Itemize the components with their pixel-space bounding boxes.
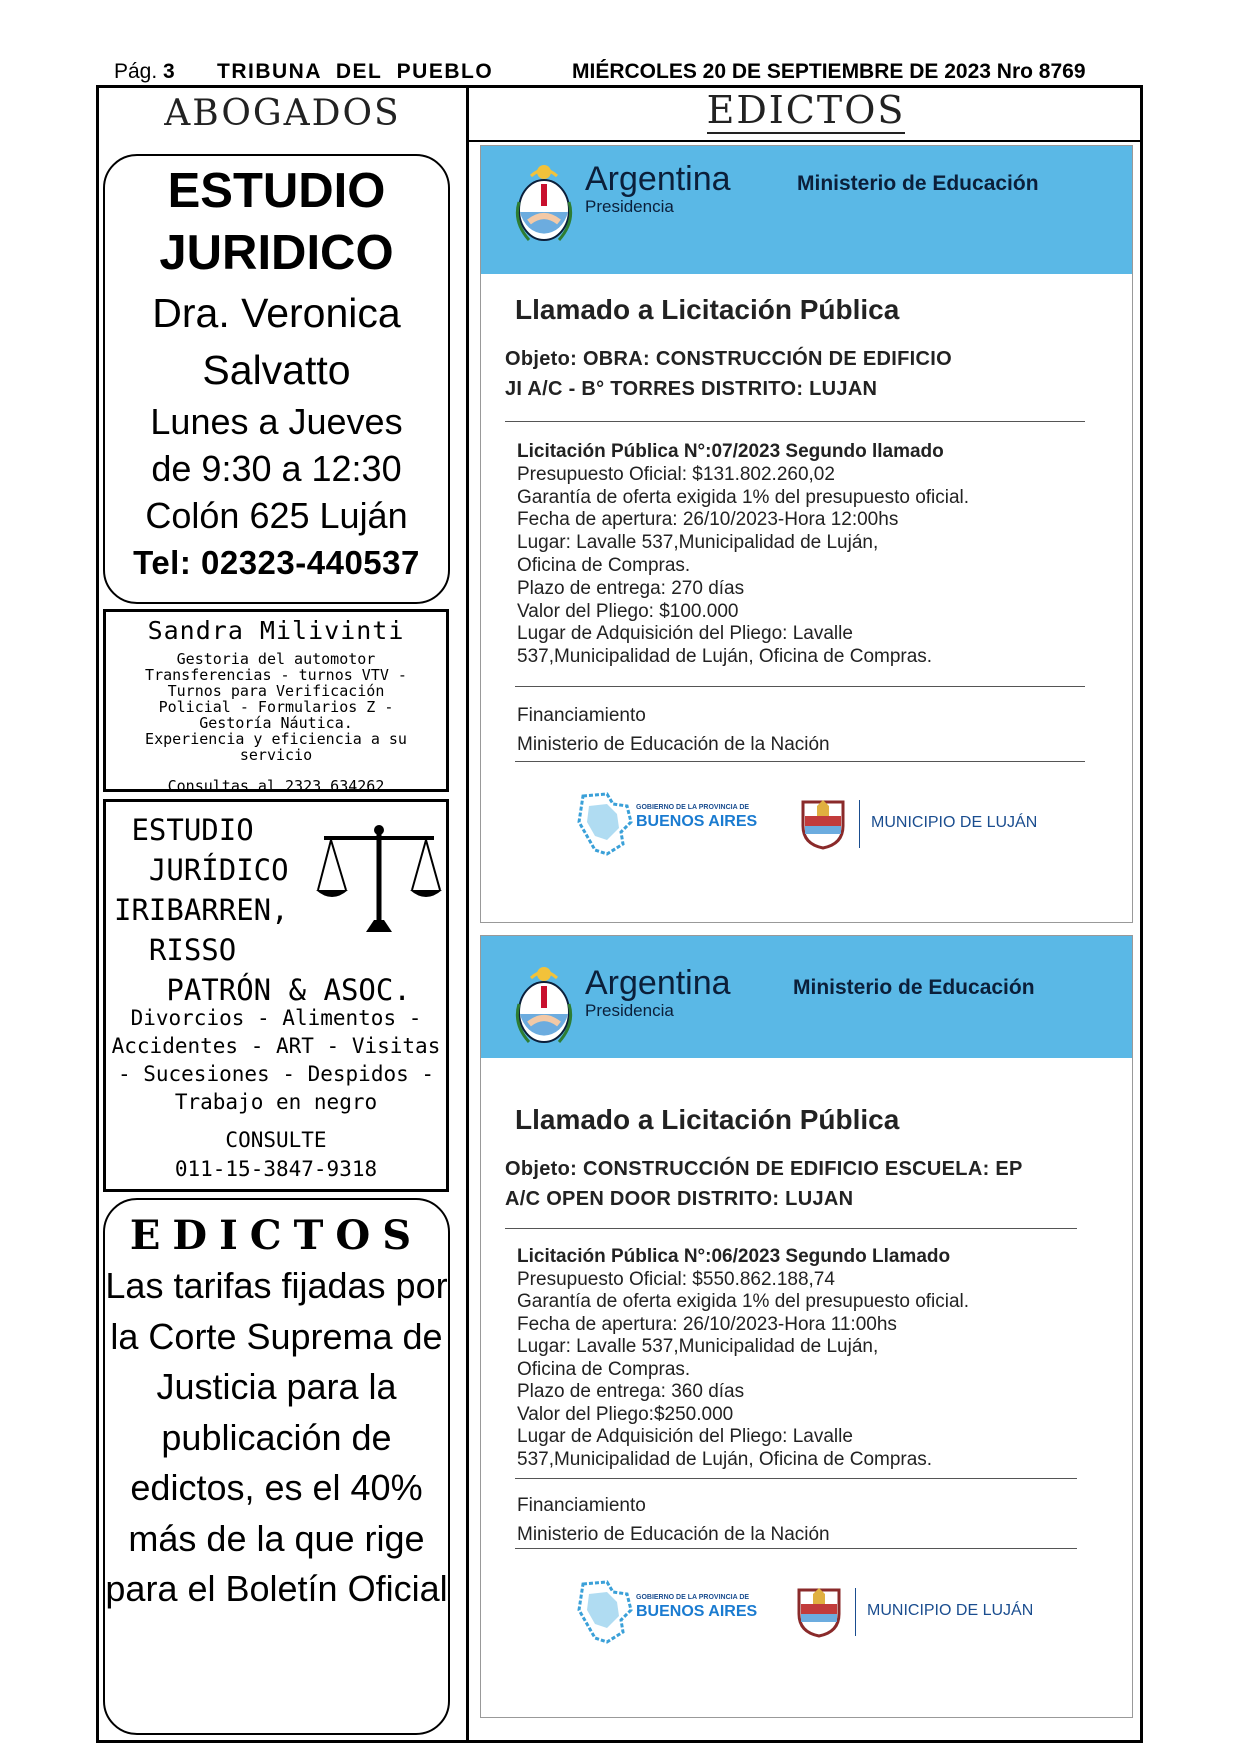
edict-financiamiento: Financiamiento Ministerio de Educación de la Nación bbox=[517, 1495, 830, 1545]
gob-ba-small: GOBIERNO DE LA PROVINCIA DE bbox=[636, 804, 750, 811]
edict-objeto: Objeto: CONSTRUCCIÓN DE EDIFICIO ESCUELA: EP A/C OPEN DOOR DISTRITO: LUJAN bbox=[505, 1158, 1023, 1210]
ad-line: JURIDICO bbox=[159, 226, 394, 280]
brand-presidencia: Presidencia bbox=[585, 1001, 674, 1020]
buenos-aires-map-icon bbox=[577, 792, 635, 858]
ad-contact: Consultas al 2323 634262 bbox=[167, 777, 385, 795]
ad-line: Lunes a Jueves bbox=[150, 401, 403, 442]
brand-presidencia: Presidencia bbox=[585, 197, 674, 216]
gob-ba-big: BUENOS AIRES bbox=[636, 1603, 758, 1620]
rule bbox=[515, 1478, 1077, 1479]
ad-line: Salvatto bbox=[202, 347, 351, 393]
edict-objeto: Objeto: OBRA: CONSTRUCCIÓN DE EDIFICIO JI A/C - B° TORRES DISTRITO: LUJAN bbox=[505, 348, 952, 400]
ad-address: Colón 625 Luján bbox=[145, 495, 408, 536]
ministry-name: Ministerio de Educación bbox=[797, 172, 1039, 195]
municipio-lujan-label: MUNICIPIO DE LUJÁN bbox=[871, 814, 1038, 831]
ad-sandra-milivinti bbox=[103, 609, 449, 795]
ad-estudio-juridico-salvatto bbox=[103, 154, 450, 604]
buenos-aires-map-icon bbox=[577, 1580, 635, 1646]
column-divider bbox=[466, 85, 469, 1743]
rule bbox=[505, 1228, 1077, 1229]
ad-phone: Tel: 02323-440537 bbox=[133, 544, 420, 581]
argentina-coat-of-arms-icon bbox=[515, 162, 573, 246]
ad-body: Las tarifas fijadas por la Corte Suprema de Justicia para la publicación de edictos, es el 40% más de la que rige para el Boletín Oficial bbox=[105, 1265, 448, 1609]
brand-argentina: Argentina bbox=[585, 964, 731, 1002]
gob-ba-small: GOBIERNO DE LA PROVINCIA DE bbox=[636, 1594, 750, 1601]
ad-estudio-iribarren bbox=[103, 799, 449, 1192]
justice-scale-icon bbox=[316, 820, 446, 940]
ad-text: Gestoria del automotor Transferencias - turnos VTV - Turnos para Verificación Policial - Formularios Z - Gestoría Náutica. Experiencia y eficiencia a su servicio bbox=[145, 650, 407, 764]
edict-licitacion-07 bbox=[480, 145, 1133, 923]
edict-financiamiento: Financiamiento Ministerio de Educación de la Nación bbox=[517, 705, 830, 755]
brand-argentina: Argentina bbox=[585, 160, 731, 198]
issue-date: MIÉRCOLES 20 DE SEPTIEMBRE DE 2023 Nro 8769 bbox=[572, 60, 1086, 83]
logo-divider bbox=[855, 1588, 856, 1636]
rule bbox=[505, 421, 1085, 422]
ad-line: Dra. Veronica bbox=[152, 290, 401, 336]
argentina-coat-of-arms-icon bbox=[515, 964, 573, 1048]
ad-line: ESTUDIO bbox=[167, 164, 386, 218]
ad-title: EDICTOS bbox=[129, 1212, 424, 1259]
edict-banner bbox=[481, 146, 1132, 274]
lujan-shield-icon bbox=[799, 796, 847, 850]
rule bbox=[515, 761, 1085, 762]
ad-firm-name: ESTUDIO JURÍDICO IRIBARREN, RISSO PATRÓN & ASOC. bbox=[114, 813, 411, 1007]
ministry-name: Ministerio de Educación bbox=[793, 976, 1035, 999]
municipio-lujan-label: MUNICIPIO DE LUJÁN bbox=[867, 1602, 1034, 1619]
page-number: Pág. 3 bbox=[114, 60, 175, 83]
edict-licitacion-06 bbox=[480, 935, 1133, 1718]
section-title-abogados: ABOGADOS bbox=[164, 93, 401, 134]
edict-details: Licitación Pública N°:06/2023 Segundo Llamado Presupuesto Oficial: $550.862.188,74 Garantía de oferta exigida 1% del presupuesto oficial. Fecha de apertura: 26/10/2023-Hora 11:00hs Lugar: Lavalle 537,Municipalidad de Luján, Oficina de Compras. Plazo de entrega: 360 días Valor del Pliego:$250.000 Lugar de Adquisición del Pliego: Lavalle 537,Municipalidad de Luján, Oficina de Compras. bbox=[517, 1246, 970, 1470]
ad-contact: CONSULTE 011-15-3847-9318 bbox=[174, 1128, 378, 1181]
edict-title: Llamado a Licitación Pública bbox=[515, 294, 900, 325]
rule bbox=[515, 1548, 1077, 1549]
section-title-edictos: EDICTOS bbox=[706, 88, 906, 132]
logo-divider bbox=[859, 800, 860, 848]
edict-details: Licitación Pública N°:07/2023 Segundo llamado Presupuesto Oficial: $131.802.260,02 Garantía de oferta exigida 1% del presupuesto oficial. Fecha de apertura: 26/10/2023-Hora 12:00hs Lugar: Lavalle 537,Municipalidad de Luján, Oficina de Compras. Plazo de entrega: 270 días Valor del Pliego: $100.000 Lugar de Adquisición del Pliego: Lavalle 537,Municipalidad de Luján, Oficina de Compras. bbox=[517, 441, 970, 668]
ad-line: de 9:30 a 12:30 bbox=[151, 448, 402, 489]
rule bbox=[515, 686, 1085, 687]
edict-title: Llamado a Licitación Pública bbox=[515, 1104, 900, 1135]
newspaper-name: TRIBUNA DEL PUEBLO bbox=[217, 60, 494, 83]
ad-name: Sandra Milivinti bbox=[147, 616, 405, 645]
ad-services: Divorcios - Alimentos - Accidentes - ART - Visitas - Sucesiones - Despidos - Trabajo en negro bbox=[111, 1006, 441, 1114]
gob-ba-big: BUENOS AIRES bbox=[636, 813, 758, 830]
section-rule bbox=[469, 140, 1143, 142]
ad-edictos-tarifas bbox=[103, 1198, 450, 1735]
lujan-shield-icon bbox=[795, 1584, 843, 1638]
